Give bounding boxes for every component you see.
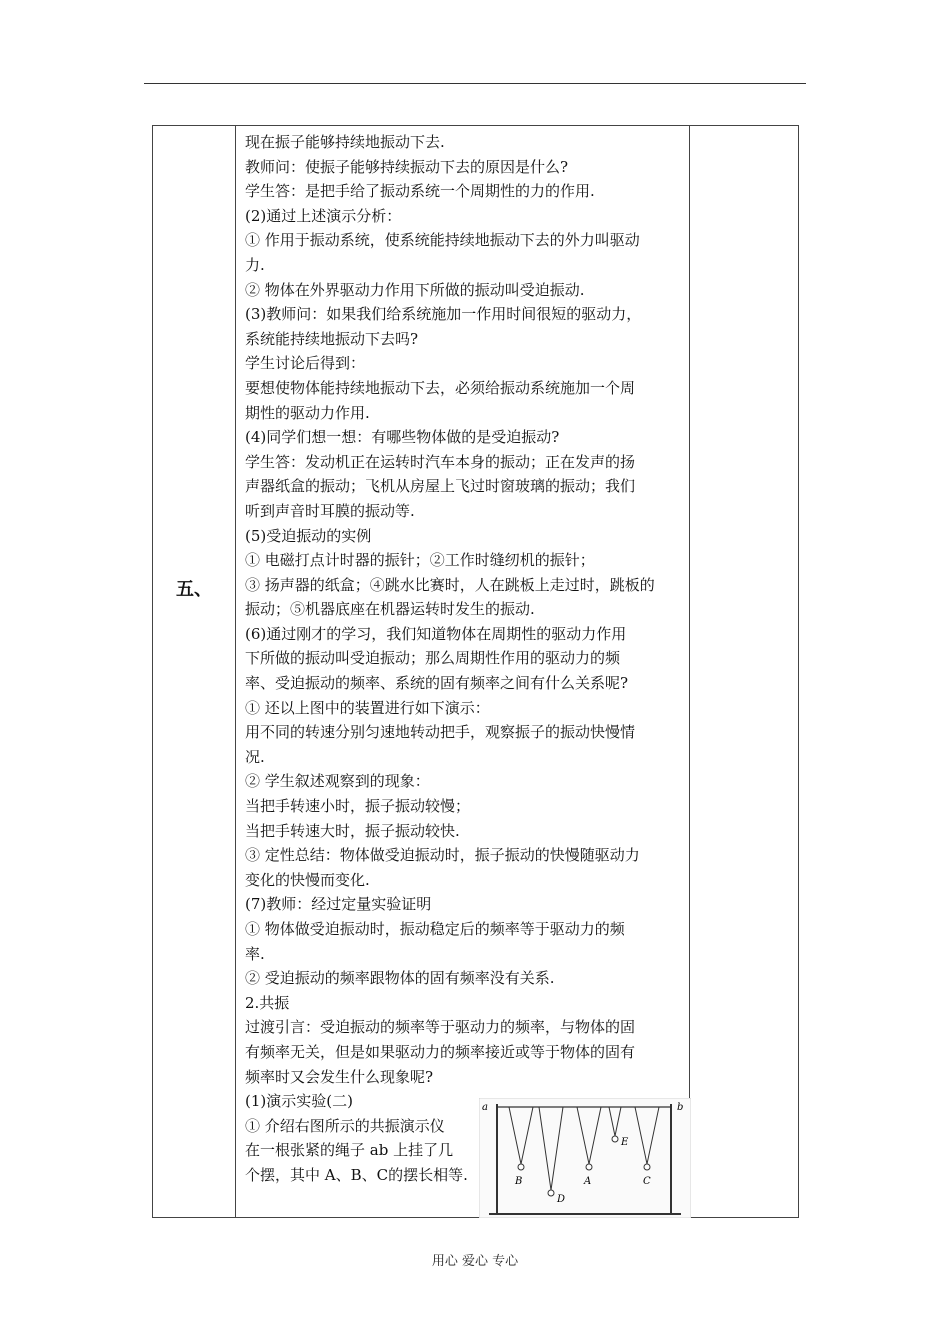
text-line: 变化的快慢而变化. xyxy=(245,870,370,889)
text-line: 率. xyxy=(245,944,265,963)
text-line: 力. xyxy=(245,255,265,274)
label-B: B xyxy=(515,1176,523,1187)
text-line: ① 介绍右图所示的共振演示仪 xyxy=(245,1116,445,1135)
text-line: ① 还以上图中的装置进行如下演示： xyxy=(245,698,490,717)
label-C: C xyxy=(643,1176,651,1187)
text-line: 学生答：是把手给了振动系统一个周期性的力的作用. xyxy=(245,182,595,201)
label-b: b xyxy=(677,1102,684,1113)
text-line: (7)教师：经过定量实验证明 xyxy=(245,895,432,914)
text-line: ① 物体做受迫振动时，振动稳定后的频率等于驱动力的频 xyxy=(245,920,625,938)
text-line: (6)通过刚才的学习，我们知道物体在周期性的驱动力作用 xyxy=(245,624,627,643)
text-line: ② 学生叙述观察到的现象： xyxy=(245,772,430,791)
text-line: ① 作用于振动系统，使系统能持续地振动下去的外力叫驱动 xyxy=(245,231,640,250)
text-line: 用不同的转速分别匀速地转动把手，观察振子的振动快慢情 xyxy=(245,723,636,742)
column-divider-left xyxy=(235,126,236,1217)
text-line: ③ 扬声器的纸盒；④跳水比赛时，人在跳板上走过时，跳板的 xyxy=(245,575,655,594)
text-line: 学生答：发动机正在运转时汽车本身的振动；正在发声的扬 xyxy=(245,452,636,471)
label-D: D xyxy=(557,1194,566,1205)
text-line: 频率时又会发生什么现象呢? xyxy=(245,1067,434,1086)
resonance-pendulum-figure xyxy=(479,1098,691,1218)
section-label: 五、 xyxy=(176,579,212,600)
text-line: 有频率无关，但是如果驱动力的频率接近或等于物体的固有 xyxy=(245,1042,636,1061)
pendulum-b-bob xyxy=(518,1164,524,1170)
text-line: 况. xyxy=(245,747,265,766)
pendulum-d-bob xyxy=(548,1190,554,1196)
text-line: ② 受迫振动的频率跟物体的固有频率没有关系. xyxy=(245,969,555,988)
column-divider-right xyxy=(689,126,690,1217)
text-line: (5)受迫振动的实例 xyxy=(245,526,372,545)
text-line: (1)演示实验(二) xyxy=(245,1092,353,1111)
pendulum-a-bob xyxy=(586,1164,592,1170)
text-line: 学生讨论后得到： xyxy=(245,354,366,373)
text-line: 现在振子能够持续地振动下去. xyxy=(245,133,445,151)
text-line: 过渡引言：受迫振动的频率等于驱动力的频率，与物体的固 xyxy=(245,1018,636,1037)
text-line: 在一根张紧的绳子 ab 上挂了几 xyxy=(245,1141,454,1160)
label-A: A xyxy=(584,1176,592,1187)
text-line: 率、受迫振动的频率、系统的固有频率之间有什么关系呢? xyxy=(245,674,629,693)
text-line: 2.共振 xyxy=(245,993,290,1012)
text-line: ① 电磁打点计时器的振针；②工作时缝纫机的振针； xyxy=(245,551,595,570)
pendulum-e-bob xyxy=(612,1136,618,1142)
text-line: ② 物体在外界驱动力作用下所做的振动叫受迫振动. xyxy=(245,280,585,299)
text-line: 听到声音时耳膜的振动等. xyxy=(245,501,415,520)
lesson-table xyxy=(152,125,799,1218)
text-line: 期性的驱动力作用. xyxy=(245,403,370,422)
header-rule xyxy=(144,83,806,84)
text-line: (4)同学们想一想：有哪些物体做的是受迫振动? xyxy=(245,428,560,447)
text-line: (2)通过上述演示分析： xyxy=(245,206,402,225)
text-line: 下所做的振动叫受迫振动；那么周期性作用的驱动力的频 xyxy=(245,649,621,668)
text-line: 当把手转速大时，振子振动较快. xyxy=(245,821,460,840)
text-line: ③ 定性总结：物体做受迫振动时，振子振动的快慢随驱动力 xyxy=(245,846,640,865)
text-line: 系统能持续地振动下去吗? xyxy=(245,329,419,348)
pendulum-c-bob xyxy=(644,1164,650,1170)
text-line: 振动；⑤机器底座在机器运转时发生的振动. xyxy=(245,600,535,619)
text-line: 教师问：使振子能够持续振动下去的原因是什么? xyxy=(245,157,569,176)
label-a: a xyxy=(482,1102,488,1113)
lesson-content xyxy=(245,130,685,1188)
text-line: 当把手转速小时，振子振动较慢； xyxy=(245,797,471,816)
text-line: 个摆，其中 A、B、C的摆长相等. xyxy=(245,1165,468,1184)
text-line: 要想使物体能持续地振动下去，必须给振动系统施加一个周 xyxy=(245,378,636,397)
page-footer: 用心 爱心 专心 xyxy=(431,1254,519,1269)
label-E: E xyxy=(621,1137,629,1148)
text-line: 声器纸盒的振动；飞机从房屋上飞过时窗玻璃的振动；我们 xyxy=(245,477,636,496)
text-line: (3)教师问：如果我们给系统施加一作用时间很短的驱动力， xyxy=(245,305,642,324)
